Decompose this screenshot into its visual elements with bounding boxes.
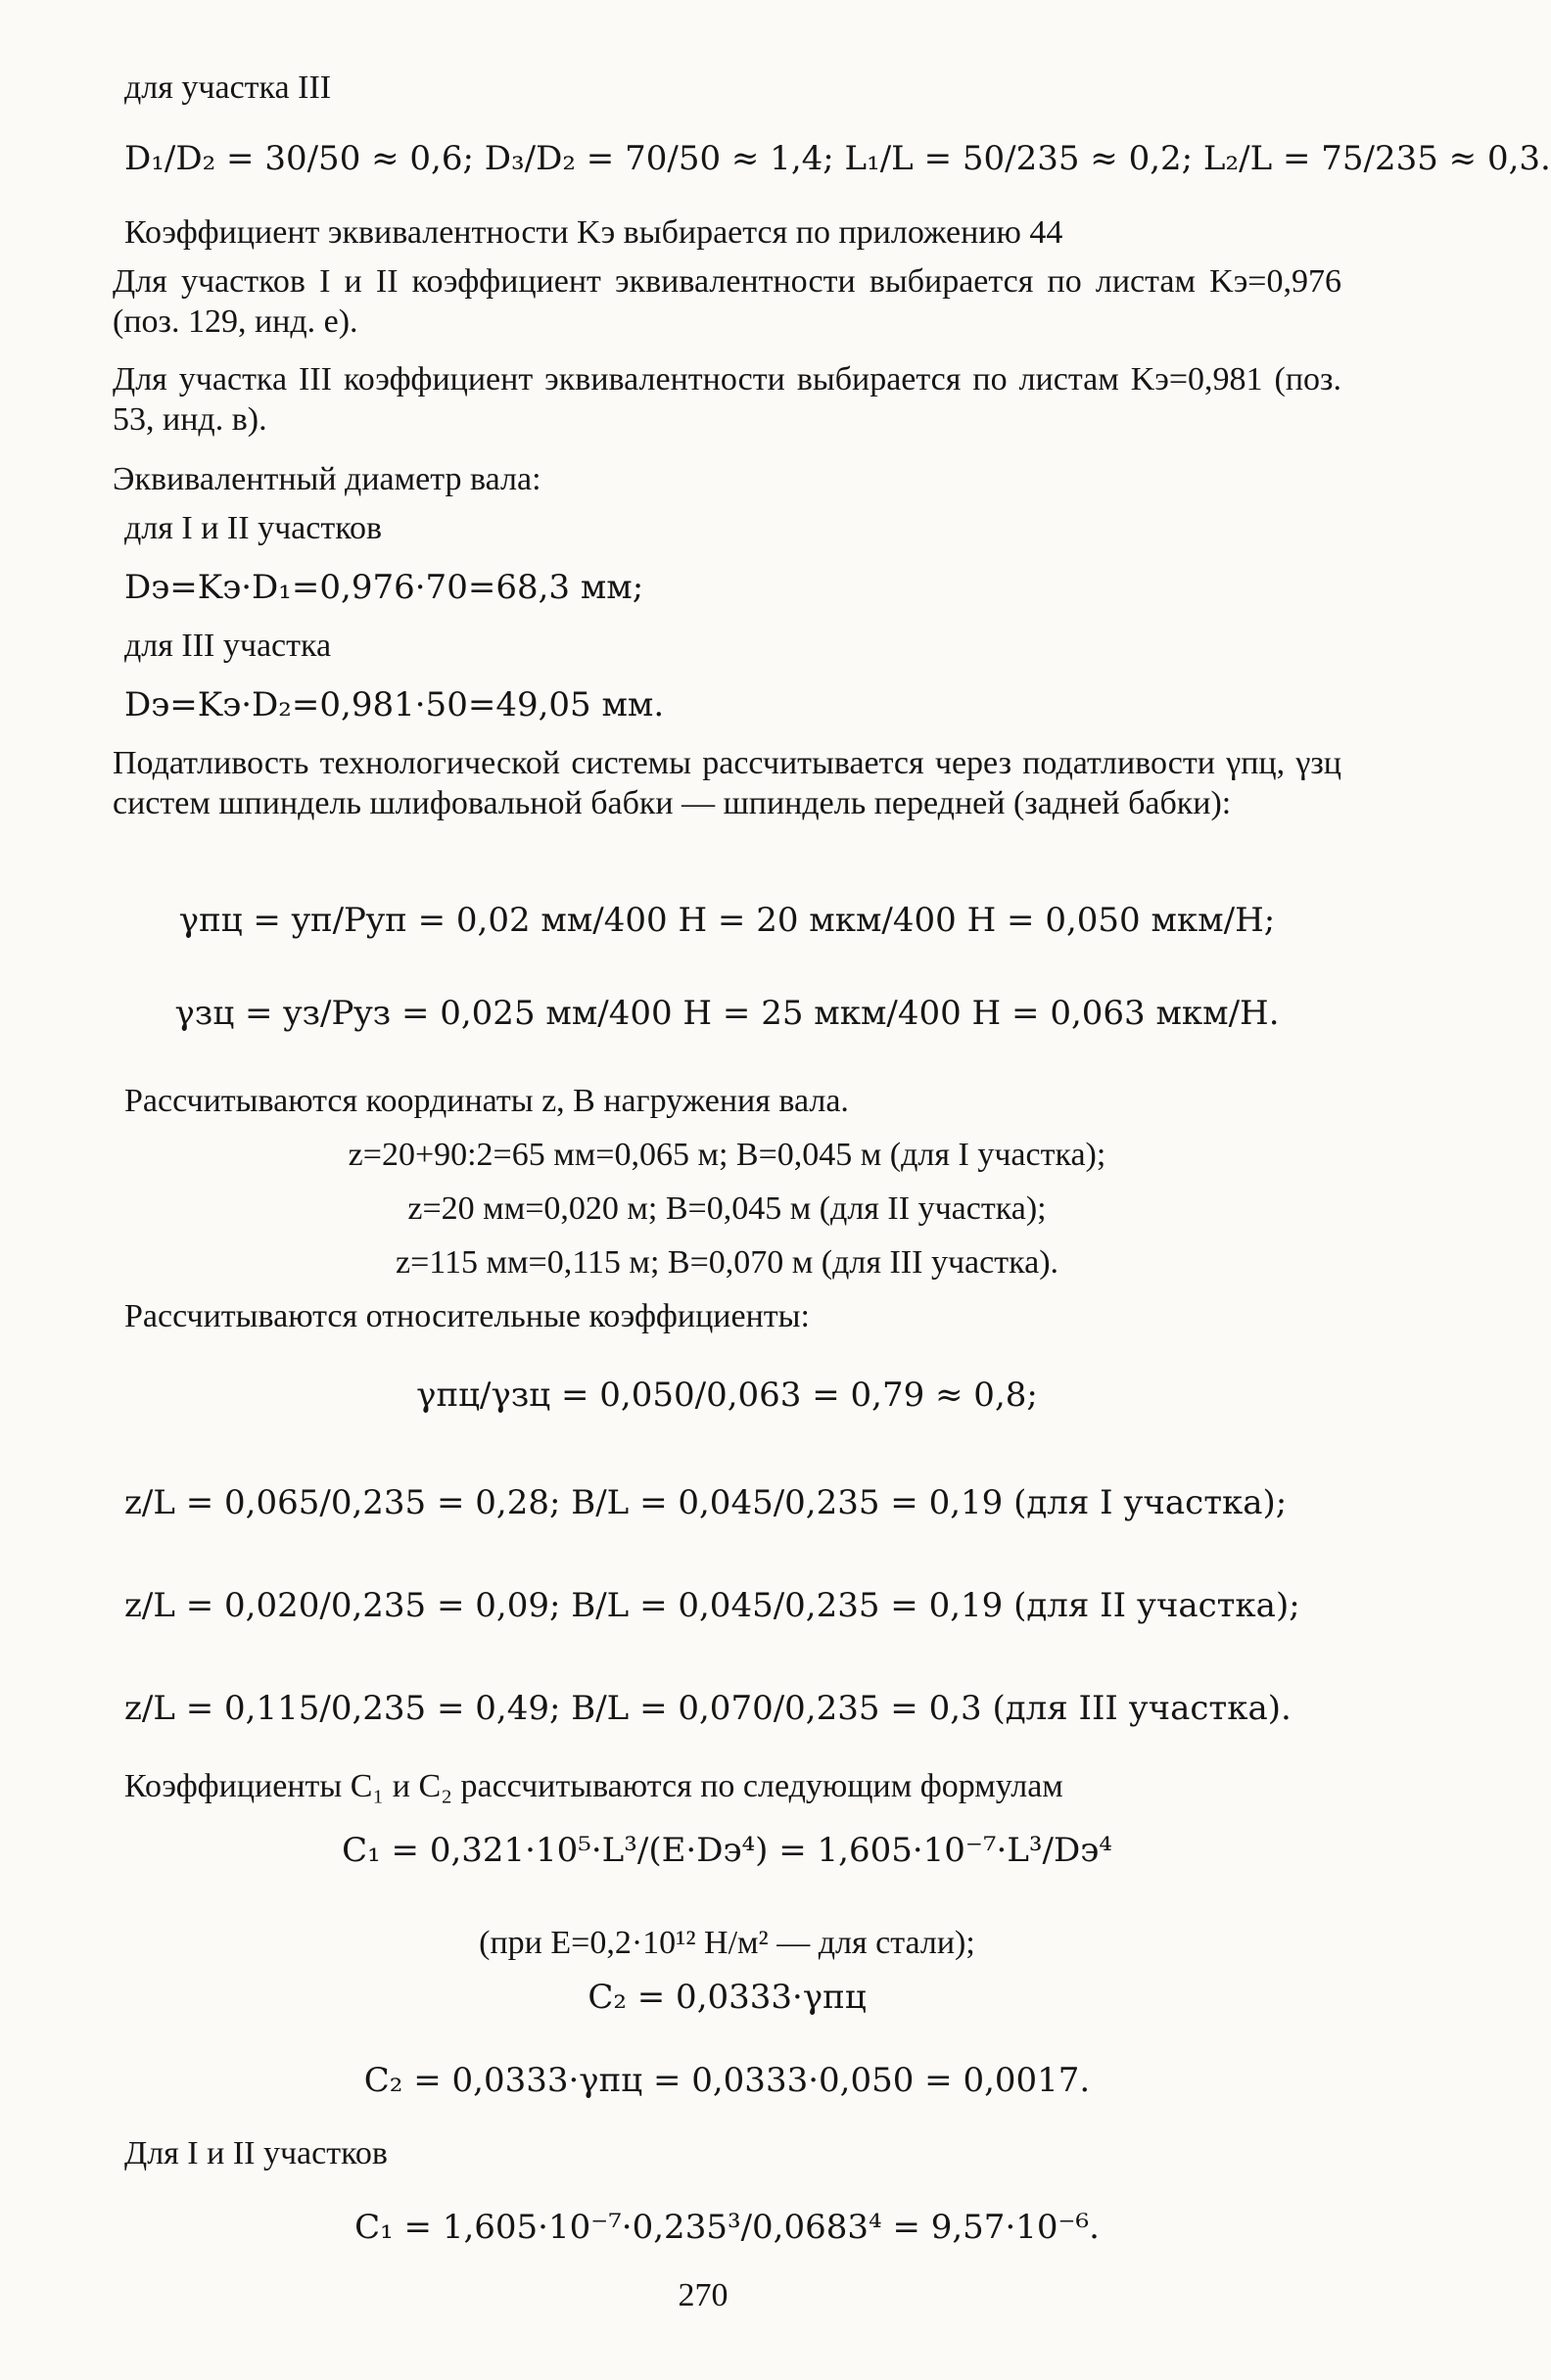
formula-line: Dэ=Kэ·D₂=0,981·50=49,05 мм.	[124, 685, 665, 724]
page-number: 270	[678, 2277, 728, 2313]
formula-line: z/L = 0,065/0,235 = 0,28; B/L = 0,045/0,235 = 0,19 (для I участка);	[124, 1483, 1288, 1522]
text-line: для участка III	[124, 70, 332, 106]
formula-line: C₂ = 0,0333·γпц = 0,0333·0,050 = 0,0017.	[363, 2061, 1091, 2100]
formula-line: z=20 мм=0,020 м; В=0,045 м (для II участка);	[407, 1190, 1047, 1227]
formula-line: C₂ = 0,0333·γпц	[588, 1978, 867, 2017]
text-line: для III участка	[124, 628, 332, 664]
formula-line: D₁/D₂ = 30/50 ≈ 0,6; D₃/D₂ = 70/50 ≈ 1,4; L₁/L = 50/235 ≈ 0,2; L₂/L = 75/235 ≈ 0,3.	[124, 139, 1551, 178]
formula-line: z/L = 0,115/0,235 = 0,49; B/L = 0,070/0,235 = 0,3 (для III участка).	[124, 1689, 1292, 1728]
text-line: для I и II участков	[124, 510, 383, 546]
text-line: Эквивалентный диаметр вала:	[113, 461, 541, 497]
formula-line: γпц = yп/Pyп = 0,02 мм/400 Н = 20 мкм/400 Н = 0,050 мкм/Н;	[178, 901, 1276, 940]
paragraph: Для участка III коэффициент эквивалентности выбирается по листам Kэ=0,981 (поз. 53, инд. в).	[113, 361, 1341, 438]
formula-line: C₁ = 1,605·10⁻⁷·0,235³/0,0683⁴ = 9,57·10⁻⁶.	[354, 2208, 1100, 2247]
paragraph: Податливость технологической системы рассчитывается через податливости γпц, γзц систем шпиндель шлифовальной бабки — шпиндель передней (задней бабки):	[113, 745, 1341, 821]
paragraph: Для участков I и II коэффициент эквивалентности выбирается по листам Kэ=0,976 (поз. 129, инд. е).	[113, 263, 1341, 340]
formula-line: z/L = 0,020/0,235 = 0,09; B/L = 0,045/0,235 = 0,19 (для II участка);	[124, 1586, 1300, 1625]
text-line: Рассчитываются координаты z, В нагружения вала.	[124, 1083, 849, 1119]
formula-line: γзц = yз/Pyз = 0,025 мм/400 Н = 25 мкм/400 Н = 0,063 мкм/Н.	[174, 994, 1280, 1033]
formula-line: Dэ=Kэ·D₁=0,976·70=68,3 мм;	[124, 568, 644, 607]
text-line: (при E=0,2·10¹² Н/м² — для стали);	[479, 1925, 975, 1961]
formula-line: z=20+90:2=65 мм=0,065 м; В=0,045 м (для I участка);	[348, 1137, 1106, 1173]
text-line: Рассчитываются относительные коэффициенты:	[124, 1298, 810, 1334]
formula-line: z=115 мм=0,115 м; В=0,070 м (для III участка).	[395, 1244, 1059, 1281]
formula-line: γпц/γзц = 0,050/0,063 = 0,79 ≈ 0,8;	[416, 1376, 1038, 1415]
text-line: Коэффициенты C₁ и C₂ рассчитываются по следующим формулам	[124, 1768, 1063, 1804]
text-line: Для I и II участков	[124, 2135, 388, 2171]
text-line: Коэффициент эквивалентности Kэ выбирается по приложению 44	[124, 214, 1063, 251]
formula-line: C₁ = 0,321·10⁵·L³/(E·Dэ⁴) = 1,605·10⁻⁷·L³/Dэ⁴	[342, 1831, 1112, 1870]
